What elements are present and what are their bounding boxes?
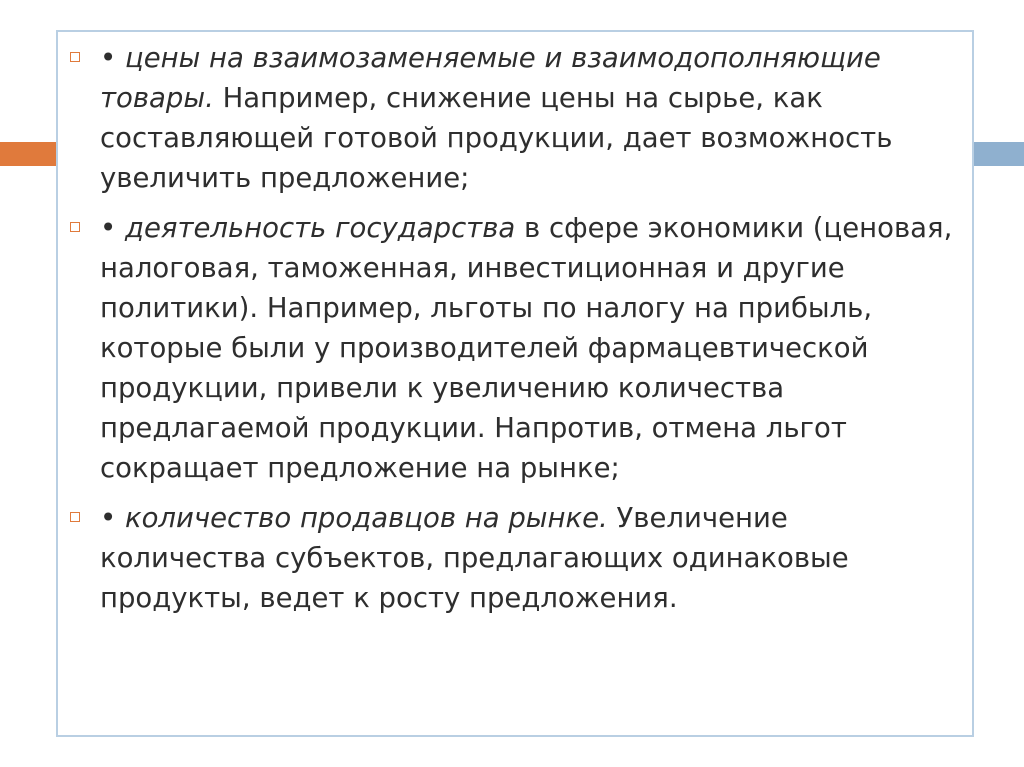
slide-content-frame xyxy=(56,30,974,737)
item-body: Например, снижение цены на сырье, как составляющей готовой продукции, дает возможность увеличить предложение; xyxy=(100,82,893,194)
item-body: Увеличение количества субъектов, предлагающих одинаковые продукты, ведет к росту предложения. xyxy=(100,502,849,614)
item-lead: цены на взаимозаменяемые и взаимодополняющие товары. xyxy=(100,42,881,114)
right-accent-bar xyxy=(974,142,1024,166)
item-bullet: • xyxy=(100,502,117,534)
item-bullet: • xyxy=(100,212,117,244)
bullet-list xyxy=(70,38,958,628)
list-item xyxy=(70,38,958,198)
list-item xyxy=(70,498,958,618)
item-lead: деятельность государства xyxy=(124,212,516,244)
square-bullet-icon xyxy=(70,222,80,232)
item-body: в сфере экономики (ценовая, налоговая, таможенная, инвестиционная и другие политики). Например, льготы по налогу на прибыль, которые были у производителей фармацевтической продукции, привели к увеличению количества предлагаемой продукции. Напротив, отмена льгот сокращает предложение на рынке; xyxy=(100,212,953,484)
item-bullet: • xyxy=(100,42,117,74)
square-bullet-icon xyxy=(70,512,80,522)
list-item-text xyxy=(100,38,958,198)
list-item-text xyxy=(100,208,958,488)
left-accent-bar xyxy=(0,142,56,166)
list-item-text xyxy=(100,498,958,618)
square-bullet-icon xyxy=(70,52,80,62)
item-lead: количество продавцов на рынке. xyxy=(124,502,608,534)
list-item xyxy=(70,208,958,488)
